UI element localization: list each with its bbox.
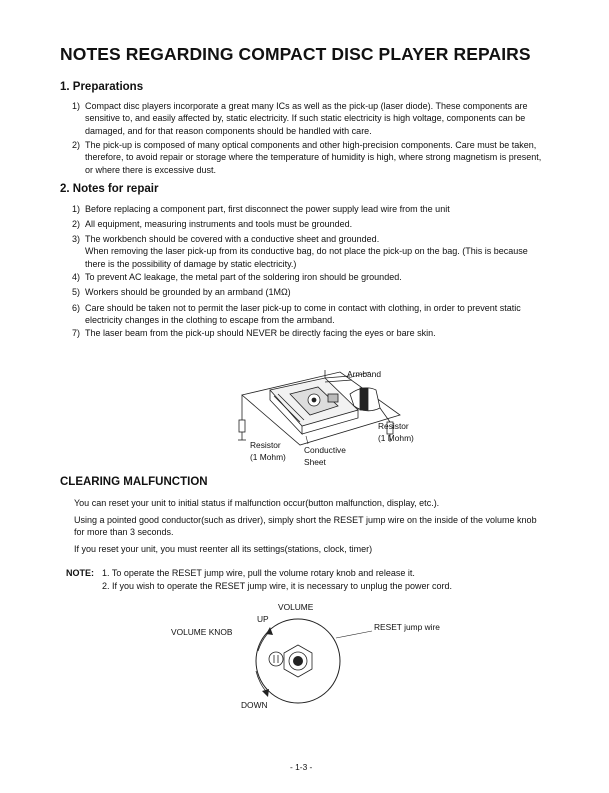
- item-text: To prevent AC leakage, the metal part of the soldering iron should be grounded.: [85, 272, 402, 282]
- list-item: [72, 271, 547, 283]
- list-item: [72, 100, 542, 137]
- paragraph: You can reset your unit to initial status if malfunction occur(button malfunction, display, etc.).: [74, 498, 440, 508]
- list-item: [72, 218, 547, 230]
- left-resistor-value: (1 Mohm): [250, 452, 286, 462]
- item-number: 7): [72, 328, 81, 338]
- page-title: NOTES REGARDING COMPACT DISC PLAYER REPAIRS: [60, 44, 531, 64]
- note-item-1: 1. To operate the RESET jump wire, pull the volume rotary knob and release it.: [102, 568, 415, 578]
- reset-leader: [336, 631, 372, 638]
- list-item: [72, 302, 547, 327]
- item-text: All equipment, measuring instruments and tools must be grounded.: [85, 219, 353, 229]
- list-item: [72, 286, 547, 298]
- paragraph: Using a pointed good conductor(such as driver), simply short the RESET jump wire on the inside of the volume knob for more than 3 seconds.: [74, 515, 537, 538]
- list-item: [72, 139, 542, 176]
- item-text: Care should be taken not to permit the laser pick-up to come in contact with clothing, in order to prevent static electricity changes in the clothing to escape from the armband.: [85, 303, 521, 326]
- armband-label: Armband: [347, 369, 381, 379]
- volume-knob-label: VOLUME KNOB: [171, 627, 233, 637]
- item-number: 6): [72, 303, 81, 313]
- item-number: 2): [72, 140, 81, 150]
- list-item: [72, 327, 547, 339]
- note-label: NOTE:: [66, 568, 94, 578]
- list-item: [72, 203, 547, 215]
- section-heading-preparations: 1. Preparations: [60, 81, 144, 93]
- paragraph: If you reset your unit, you must reenter all its settings(stations, clock, timer): [74, 544, 373, 554]
- item-number: 1): [72, 204, 81, 214]
- item-text: Compact disc players incorporate a great many ICs as well as the pick-up (laser diode). These components are sensitive to, and easily affected by, static electricity. If such static electricity is high voltage, components can be damaged, and for that reason components should be handled with care.: [85, 101, 528, 136]
- down-label: DOWN: [241, 700, 268, 710]
- conductive-sheet-label: Conductive: [304, 445, 346, 455]
- down-arrowhead-icon: [262, 689, 269, 697]
- reset-jump-wire-icon: [269, 652, 283, 666]
- item-number: 2): [72, 219, 81, 229]
- item-text: Before replacing a component part, first disconnect the power supply lead wire from the unit: [85, 204, 450, 214]
- right-resistor-label: Resistor: [378, 421, 409, 431]
- pickup-mechanism: [270, 370, 358, 434]
- item-text: The pick-up is composed of many optical components and other high-precision components. Care must be taken, therefore, to avoid repair or storage where the temperature of humidity is high, where strong magnetism is present, or where there is excessive dust.: [85, 140, 542, 175]
- page-number: - 1-3 -: [290, 762, 313, 772]
- volume-label: VOLUME: [278, 602, 314, 612]
- item-number: 3): [72, 234, 81, 244]
- up-label: UP: [257, 614, 269, 624]
- item-text: Workers should be grounded by an armband (1MΩ): [85, 287, 291, 297]
- reset-jump-wire-label: RESET jump wire: [374, 622, 440, 632]
- item-number: 4): [72, 272, 81, 282]
- item-text: The laser beam from the pick-up should NEVER be directly facing the eyes or bare skin.: [85, 328, 436, 338]
- section-heading-notes-for-repair: 2. Notes for repair: [60, 183, 159, 195]
- conductive-sheet-label-2: Sheet: [304, 457, 326, 467]
- item-text-continued: When removing the laser pick-up from its conductive bag, do not place the pick-up on the bag. (This is because there is the possibility of damage by static electricity.): [85, 246, 528, 269]
- section-heading-clearing-malfunction: CLEARING MALFUNCTION: [60, 476, 208, 488]
- note-item-2: 2. If you wish to operate the RESET jump wire, it is necessary to unplug the power cord.: [102, 581, 453, 591]
- right-resistor-value: (1 Mohm): [378, 433, 414, 443]
- item-number: 5): [72, 287, 81, 297]
- left-resistor-label: Resistor: [250, 440, 281, 450]
- item-number: 1): [72, 101, 81, 111]
- left-resistor-icon: [238, 395, 246, 440]
- item-text: The workbench should be covered with a conductive sheet and grounded.: [85, 234, 380, 244]
- list-item: [72, 233, 547, 270]
